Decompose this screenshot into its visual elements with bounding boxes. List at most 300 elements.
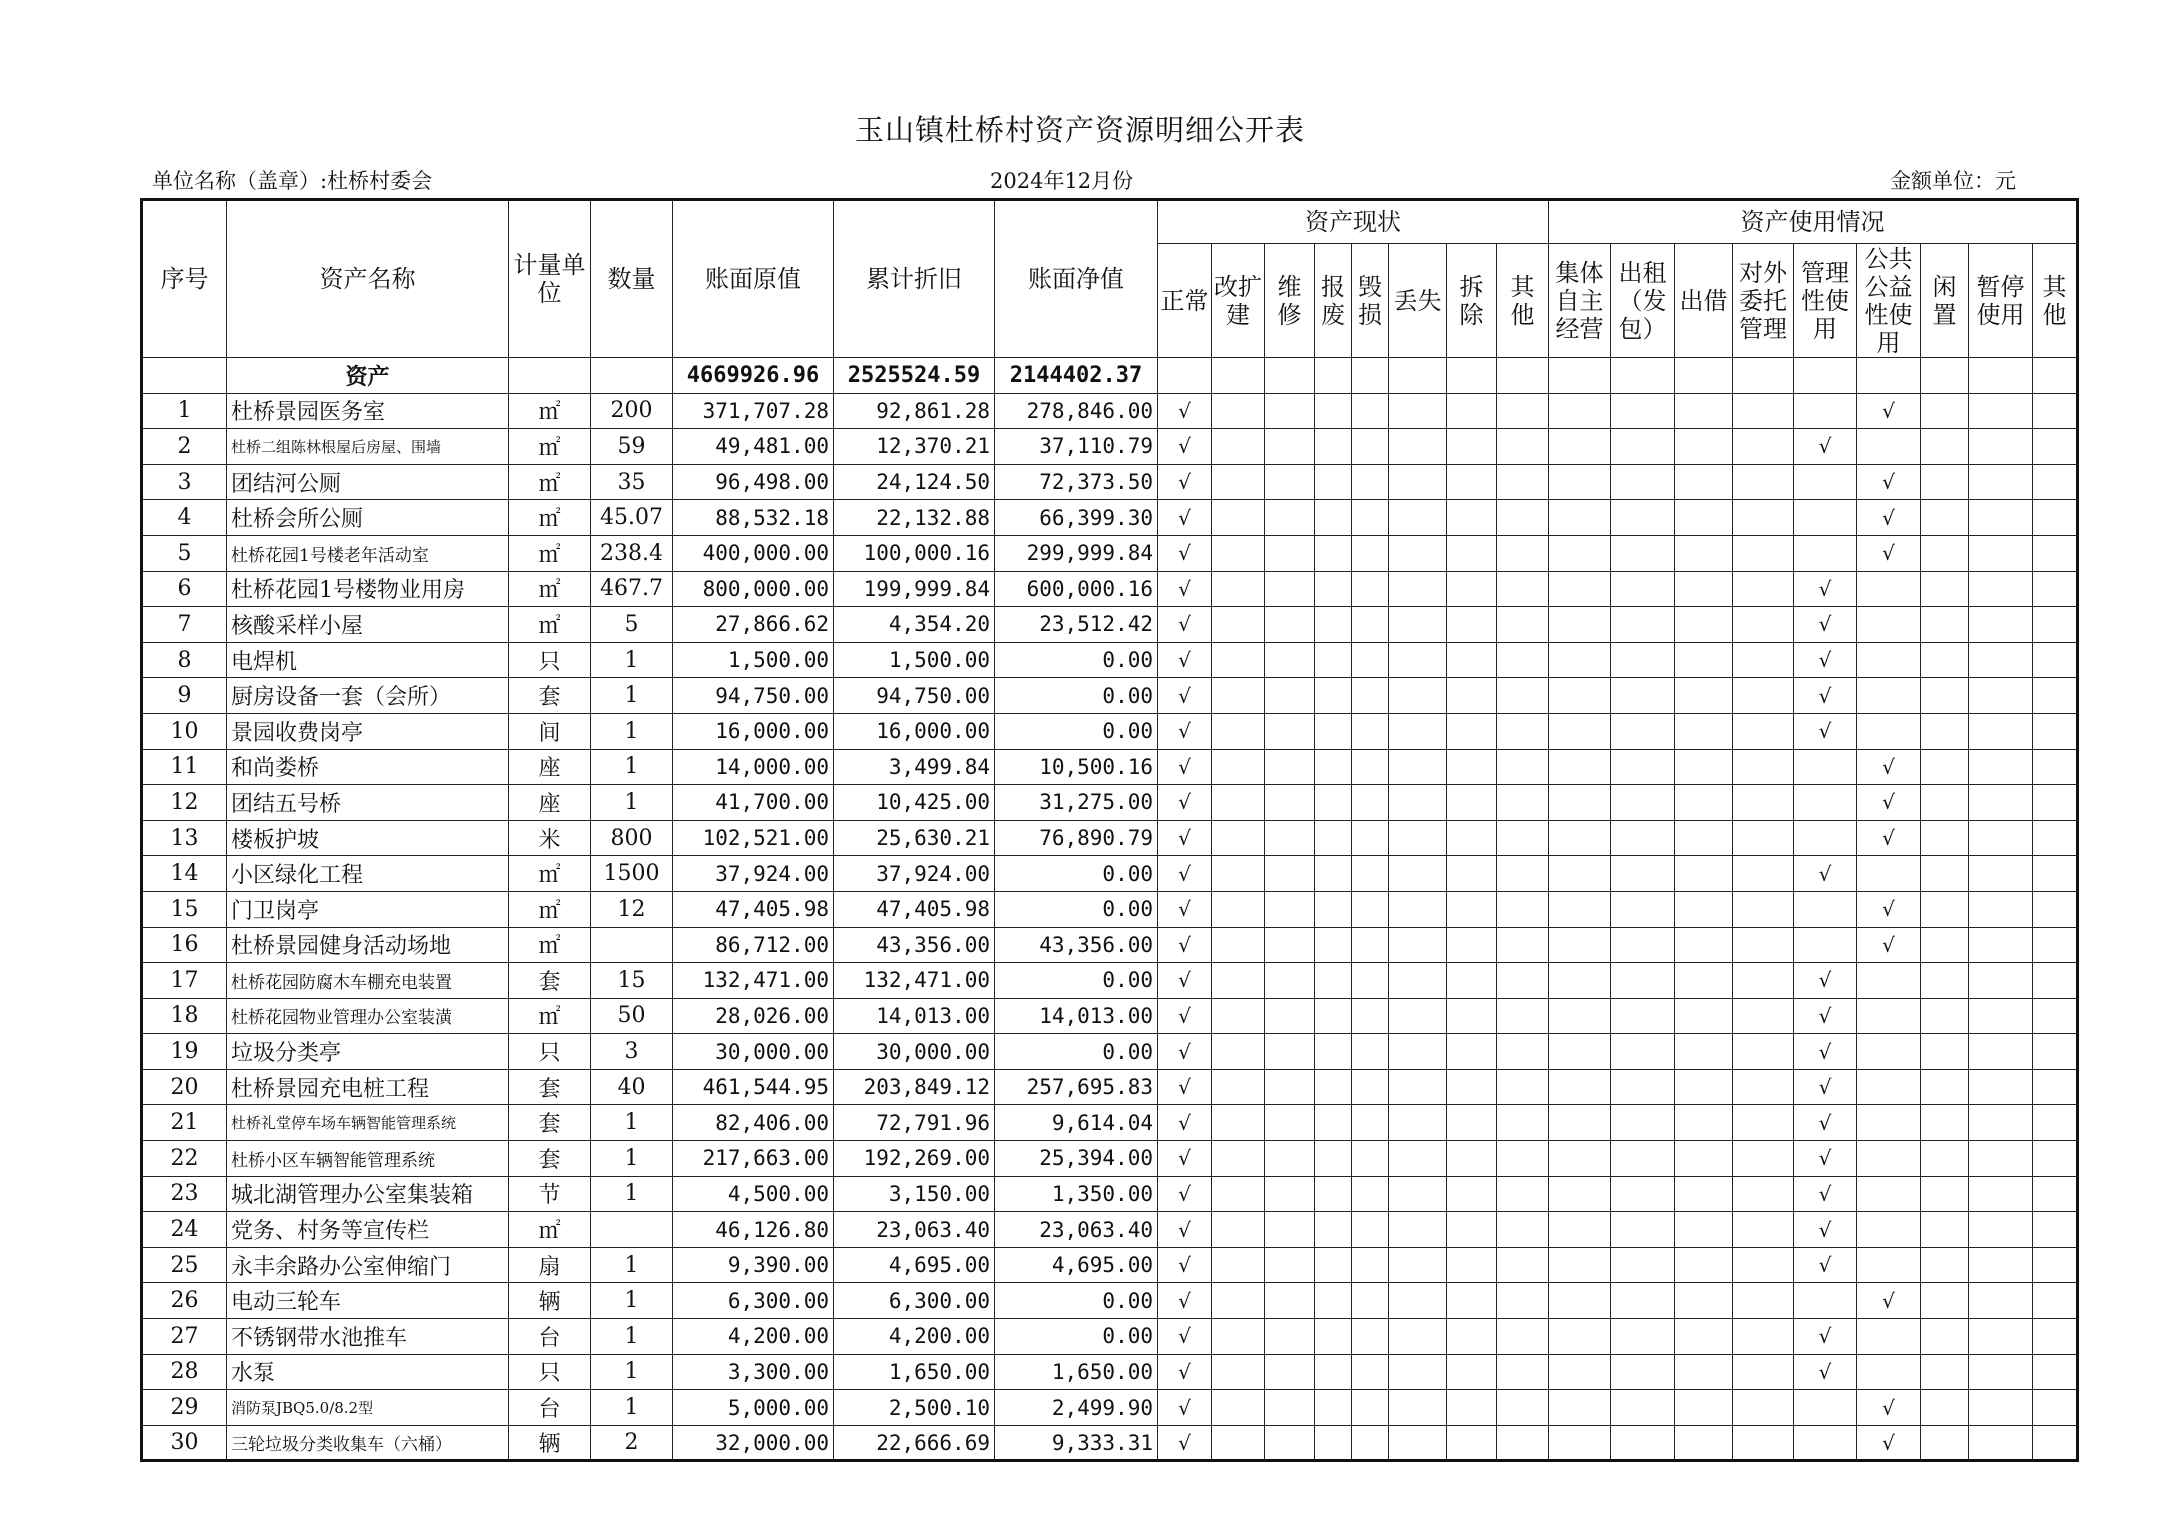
usage-cell bbox=[1921, 749, 1969, 785]
usage-management-check: √ bbox=[1794, 1354, 1857, 1390]
row-orig: 88,532.18 bbox=[673, 500, 834, 536]
usage-cell bbox=[2033, 713, 2078, 749]
status-cell bbox=[1212, 1034, 1265, 1070]
usage-cell bbox=[1675, 749, 1733, 785]
usage-cell bbox=[1921, 1425, 1969, 1461]
usage-cell bbox=[2033, 1319, 2078, 1355]
usage-cell bbox=[1733, 1141, 1794, 1177]
table-row bbox=[142, 927, 2078, 963]
row-orig: 28,026.00 bbox=[673, 998, 834, 1034]
usage-cell bbox=[1857, 1319, 1921, 1355]
status-cell bbox=[1265, 963, 1315, 999]
summary-empty bbox=[1315, 358, 1352, 394]
usage-management-check: √ bbox=[1794, 607, 1857, 643]
status-cell bbox=[1497, 927, 1549, 963]
row-orig: 37,924.00 bbox=[673, 856, 834, 892]
summary-row bbox=[142, 358, 2078, 394]
row-orig: 800,000.00 bbox=[673, 571, 834, 607]
usage-cell bbox=[1857, 1354, 1921, 1390]
status-cell bbox=[1265, 1176, 1315, 1212]
row-dep: 23,063.40 bbox=[834, 1212, 995, 1248]
header-usage-3: 对外委托管理 bbox=[1733, 244, 1794, 358]
row-dep: 24,124.50 bbox=[834, 464, 995, 500]
table-row bbox=[142, 607, 2078, 643]
row-seq: 3 bbox=[142, 464, 227, 500]
status-cell bbox=[1352, 963, 1389, 999]
usage-cell bbox=[1857, 642, 1921, 678]
row-unit: 间 bbox=[509, 713, 591, 749]
row-dep: 1,500.00 bbox=[834, 642, 995, 678]
row-dep: 199,999.84 bbox=[834, 571, 995, 607]
row-qty: 1 bbox=[591, 1319, 673, 1355]
usage-cell bbox=[2033, 1034, 2078, 1070]
status-cell bbox=[1315, 1425, 1352, 1461]
usage-cell bbox=[1794, 500, 1857, 536]
row-qty: 45.07 bbox=[591, 500, 673, 536]
usage-cell bbox=[1969, 1247, 2033, 1283]
usage-cell bbox=[2033, 429, 2078, 465]
summary-empty bbox=[1158, 358, 1212, 394]
status-cell bbox=[1497, 1141, 1549, 1177]
usage-cell bbox=[1969, 1069, 2033, 1105]
status-cell bbox=[1265, 1390, 1315, 1426]
table-row bbox=[142, 1212, 2078, 1248]
usage-management-check: √ bbox=[1794, 1247, 1857, 1283]
usage-management-check: √ bbox=[1794, 1141, 1857, 1177]
usage-cell bbox=[1969, 1105, 2033, 1141]
row-seq: 1 bbox=[142, 393, 227, 429]
status-cell bbox=[1212, 678, 1265, 714]
usage-cell bbox=[1549, 1319, 1611, 1355]
row-qty bbox=[591, 1212, 673, 1248]
usage-cell bbox=[1857, 1034, 1921, 1070]
status-cell bbox=[1265, 1425, 1315, 1461]
row-seq: 19 bbox=[142, 1034, 227, 1070]
usage-cell bbox=[1857, 713, 1921, 749]
usage-cell bbox=[1794, 891, 1857, 927]
usage-cell bbox=[1611, 963, 1675, 999]
row-seq: 11 bbox=[142, 749, 227, 785]
status-cell bbox=[1315, 1069, 1352, 1105]
status-cell bbox=[1315, 749, 1352, 785]
usage-cell bbox=[1857, 1212, 1921, 1248]
usage-cell bbox=[1549, 393, 1611, 429]
usage-cell bbox=[1969, 891, 2033, 927]
status-cell bbox=[1315, 571, 1352, 607]
status-cell bbox=[1497, 1105, 1549, 1141]
usage-cell bbox=[1549, 429, 1611, 465]
table-row bbox=[142, 1247, 2078, 1283]
status-cell bbox=[1212, 927, 1265, 963]
usage-cell bbox=[1675, 1176, 1733, 1212]
usage-cell bbox=[1733, 1105, 1794, 1141]
row-name: 杜桥小区车辆智能管理系统 bbox=[227, 1141, 509, 1177]
row-orig: 400,000.00 bbox=[673, 535, 834, 571]
status-cell bbox=[1315, 500, 1352, 536]
status-normal-check: √ bbox=[1158, 785, 1212, 821]
usage-cell bbox=[1549, 1390, 1611, 1426]
summary-net: 2144402.37 bbox=[995, 358, 1158, 394]
row-qty: 1 bbox=[591, 1176, 673, 1212]
row-dep: 92,861.28 bbox=[834, 393, 995, 429]
table-row bbox=[142, 1176, 2078, 1212]
status-cell bbox=[1212, 1354, 1265, 1390]
usage-cell bbox=[1549, 571, 1611, 607]
row-unit: 只 bbox=[509, 642, 591, 678]
status-cell bbox=[1389, 1319, 1447, 1355]
status-cell bbox=[1352, 607, 1389, 643]
status-cell bbox=[1497, 1212, 1549, 1248]
usage-cell bbox=[1921, 1176, 1969, 1212]
status-cell bbox=[1389, 535, 1447, 571]
row-unit: 套 bbox=[509, 1069, 591, 1105]
usage-cell bbox=[1675, 1425, 1733, 1461]
row-name: 城北湖管理办公室集装箱 bbox=[227, 1176, 509, 1212]
usage-cell bbox=[1611, 749, 1675, 785]
summary-empty bbox=[1212, 358, 1265, 394]
status-cell bbox=[1497, 856, 1549, 892]
row-orig: 82,406.00 bbox=[673, 1105, 834, 1141]
usage-public-check: √ bbox=[1857, 785, 1921, 821]
status-normal-check: √ bbox=[1158, 891, 1212, 927]
status-cell bbox=[1447, 1141, 1497, 1177]
status-cell bbox=[1352, 749, 1389, 785]
usage-management-check: √ bbox=[1794, 713, 1857, 749]
status-cell bbox=[1447, 749, 1497, 785]
status-cell bbox=[1265, 1034, 1315, 1070]
usage-cell bbox=[2033, 820, 2078, 856]
usage-cell bbox=[1733, 998, 1794, 1034]
row-qty: 50 bbox=[591, 998, 673, 1034]
usage-cell bbox=[1969, 500, 2033, 536]
usage-cell bbox=[1611, 1069, 1675, 1105]
status-normal-check: √ bbox=[1158, 678, 1212, 714]
usage-cell bbox=[1549, 1425, 1611, 1461]
usage-cell bbox=[1969, 535, 2033, 571]
row-seq: 20 bbox=[142, 1069, 227, 1105]
usage-cell bbox=[1675, 464, 1733, 500]
status-cell bbox=[1352, 927, 1389, 963]
row-net: 66,399.30 bbox=[995, 500, 1158, 536]
usage-cell bbox=[1611, 500, 1675, 536]
row-dep: 4,200.00 bbox=[834, 1319, 995, 1355]
status-cell bbox=[1352, 1105, 1389, 1141]
header-usage-8: 其他 bbox=[2033, 244, 2078, 358]
row-unit: ㎡ bbox=[509, 500, 591, 536]
row-net: 76,890.79 bbox=[995, 820, 1158, 856]
usage-cell bbox=[1857, 429, 1921, 465]
usage-cell bbox=[1921, 891, 1969, 927]
row-seq: 27 bbox=[142, 1319, 227, 1355]
usage-cell bbox=[1611, 1141, 1675, 1177]
status-cell bbox=[1447, 820, 1497, 856]
status-cell bbox=[1212, 749, 1265, 785]
usage-cell bbox=[1921, 1105, 1969, 1141]
header-seq: 序号 bbox=[142, 200, 227, 358]
status-cell bbox=[1315, 535, 1352, 571]
usage-cell bbox=[1733, 393, 1794, 429]
status-cell bbox=[1315, 1212, 1352, 1248]
usage-public-check: √ bbox=[1857, 1425, 1921, 1461]
row-qty: 1 bbox=[591, 1354, 673, 1390]
row-unit: 套 bbox=[509, 963, 591, 999]
usage-cell bbox=[1675, 927, 1733, 963]
row-seq: 22 bbox=[142, 1141, 227, 1177]
table-row bbox=[142, 500, 2078, 536]
usage-cell bbox=[1969, 749, 2033, 785]
status-cell bbox=[1212, 642, 1265, 678]
header-unit: 计量单位 bbox=[509, 200, 591, 358]
usage-cell bbox=[1611, 1212, 1675, 1248]
status-cell bbox=[1447, 571, 1497, 607]
status-cell bbox=[1447, 785, 1497, 821]
row-unit: 辆 bbox=[509, 1425, 591, 1461]
status-cell bbox=[1447, 891, 1497, 927]
row-name: 杜桥会所公厕 bbox=[227, 500, 509, 536]
row-qty: 1 bbox=[591, 1390, 673, 1426]
table-row bbox=[142, 785, 2078, 821]
usage-cell bbox=[1611, 1354, 1675, 1390]
status-cell bbox=[1265, 749, 1315, 785]
row-unit: 台 bbox=[509, 1319, 591, 1355]
row-seq: 17 bbox=[142, 963, 227, 999]
row-net: 0.00 bbox=[995, 1319, 1158, 1355]
table-row bbox=[142, 891, 2078, 927]
status-cell bbox=[1497, 1176, 1549, 1212]
row-name: 杜桥礼堂停车场车辆智能管理系统 bbox=[227, 1105, 509, 1141]
status-cell bbox=[1497, 1390, 1549, 1426]
row-net: 278,846.00 bbox=[995, 393, 1158, 429]
table-row bbox=[142, 1425, 2078, 1461]
row-dep: 37,924.00 bbox=[834, 856, 995, 892]
usage-cell bbox=[1969, 464, 2033, 500]
row-unit: ㎡ bbox=[509, 891, 591, 927]
status-cell bbox=[1497, 642, 1549, 678]
usage-cell bbox=[1857, 1141, 1921, 1177]
row-orig: 47,405.98 bbox=[673, 891, 834, 927]
status-cell bbox=[1389, 1425, 1447, 1461]
row-dep: 3,499.84 bbox=[834, 749, 995, 785]
usage-cell bbox=[1733, 1069, 1794, 1105]
usage-cell bbox=[1921, 1283, 1969, 1319]
status-cell bbox=[1497, 891, 1549, 927]
usage-cell bbox=[1611, 1247, 1675, 1283]
status-normal-check: √ bbox=[1158, 1283, 1212, 1319]
usage-cell bbox=[1969, 1390, 2033, 1426]
header-usage-1: 出租（发包） bbox=[1611, 244, 1675, 358]
usage-cell bbox=[1611, 1390, 1675, 1426]
usage-cell bbox=[1675, 393, 1733, 429]
summary-orig: 4669926.96 bbox=[673, 358, 834, 394]
usage-cell bbox=[2033, 1425, 2078, 1461]
usage-management-check: √ bbox=[1794, 1105, 1857, 1141]
status-cell bbox=[1352, 1319, 1389, 1355]
row-seq: 15 bbox=[142, 891, 227, 927]
status-cell bbox=[1497, 1069, 1549, 1105]
usage-cell bbox=[1794, 927, 1857, 963]
status-cell bbox=[1265, 1283, 1315, 1319]
row-seq: 28 bbox=[142, 1354, 227, 1390]
usage-cell bbox=[1921, 856, 1969, 892]
usage-cell bbox=[1733, 820, 1794, 856]
row-unit: 套 bbox=[509, 1105, 591, 1141]
status-cell bbox=[1212, 713, 1265, 749]
table-row bbox=[142, 642, 2078, 678]
status-cell bbox=[1265, 1105, 1315, 1141]
status-normal-check: √ bbox=[1158, 642, 1212, 678]
usage-cell bbox=[1675, 785, 1733, 821]
usage-cell bbox=[1733, 1319, 1794, 1355]
summary-empty bbox=[2033, 358, 2078, 394]
usage-cell bbox=[1794, 749, 1857, 785]
status-cell bbox=[1265, 678, 1315, 714]
usage-cell bbox=[1733, 1283, 1794, 1319]
usage-cell bbox=[1675, 535, 1733, 571]
usage-cell bbox=[1549, 749, 1611, 785]
row-name: 厨房设备一套（会所） bbox=[227, 678, 509, 714]
usage-management-check: √ bbox=[1794, 1034, 1857, 1070]
row-dep: 30,000.00 bbox=[834, 1034, 995, 1070]
header-net: 账面净值 bbox=[995, 200, 1158, 358]
header-status-3: 报废 bbox=[1315, 244, 1352, 358]
usage-cell bbox=[1611, 571, 1675, 607]
row-orig: 96,498.00 bbox=[673, 464, 834, 500]
status-cell bbox=[1447, 1425, 1497, 1461]
status-cell bbox=[1389, 464, 1447, 500]
status-cell bbox=[1352, 1354, 1389, 1390]
usage-cell bbox=[1969, 1176, 2033, 1212]
row-qty: 35 bbox=[591, 464, 673, 500]
usage-cell bbox=[1969, 571, 2033, 607]
usage-cell bbox=[1857, 1069, 1921, 1105]
row-unit: ㎡ bbox=[509, 535, 591, 571]
status-cell bbox=[1497, 429, 1549, 465]
usage-cell bbox=[1969, 678, 2033, 714]
row-name: 党务、村务等宣传栏 bbox=[227, 1212, 509, 1248]
usage-cell bbox=[1969, 1212, 2033, 1248]
usage-management-check: √ bbox=[1794, 1319, 1857, 1355]
row-orig: 6,300.00 bbox=[673, 1283, 834, 1319]
status-cell bbox=[1315, 713, 1352, 749]
usage-cell bbox=[1733, 1390, 1794, 1426]
row-net: 25,394.00 bbox=[995, 1141, 1158, 1177]
usage-cell bbox=[1733, 607, 1794, 643]
status-cell bbox=[1212, 820, 1265, 856]
usage-cell bbox=[1969, 927, 2033, 963]
usage-cell bbox=[1549, 642, 1611, 678]
row-qty: 15 bbox=[591, 963, 673, 999]
row-dep: 47,405.98 bbox=[834, 891, 995, 927]
row-name: 杜桥花园1号楼物业用房 bbox=[227, 571, 509, 607]
row-seq: 7 bbox=[142, 607, 227, 643]
status-cell bbox=[1352, 678, 1389, 714]
usage-cell bbox=[1969, 429, 2033, 465]
header-status-1: 改扩建 bbox=[1212, 244, 1265, 358]
usage-cell bbox=[1675, 713, 1733, 749]
usage-cell bbox=[2033, 1354, 2078, 1390]
usage-cell bbox=[1733, 571, 1794, 607]
usage-cell bbox=[1611, 927, 1675, 963]
status-cell bbox=[1212, 429, 1265, 465]
usage-cell bbox=[1611, 535, 1675, 571]
usage-cell bbox=[1969, 642, 2033, 678]
usage-cell bbox=[1857, 1176, 1921, 1212]
row-net: 1,650.00 bbox=[995, 1354, 1158, 1390]
row-unit: 座 bbox=[509, 749, 591, 785]
status-cell bbox=[1497, 393, 1549, 429]
row-dep: 10,425.00 bbox=[834, 785, 995, 821]
status-cell bbox=[1212, 535, 1265, 571]
status-cell bbox=[1315, 820, 1352, 856]
status-cell bbox=[1212, 571, 1265, 607]
usage-cell bbox=[1675, 856, 1733, 892]
usage-cell bbox=[2033, 1283, 2078, 1319]
status-normal-check: √ bbox=[1158, 393, 1212, 429]
status-cell bbox=[1265, 1247, 1315, 1283]
usage-cell bbox=[1969, 1034, 2033, 1070]
status-normal-check: √ bbox=[1158, 607, 1212, 643]
row-seq: 6 bbox=[142, 571, 227, 607]
usage-cell bbox=[1921, 1212, 1969, 1248]
header-status-group: 资产现状 bbox=[1158, 200, 1549, 244]
status-cell bbox=[1447, 1034, 1497, 1070]
table-row bbox=[142, 678, 2078, 714]
status-cell bbox=[1212, 1212, 1265, 1248]
usage-public-check: √ bbox=[1857, 927, 1921, 963]
status-cell bbox=[1212, 785, 1265, 821]
usage-cell bbox=[1921, 927, 1969, 963]
usage-cell bbox=[1549, 1354, 1611, 1390]
row-net: 43,356.00 bbox=[995, 927, 1158, 963]
usage-cell bbox=[1921, 1319, 1969, 1355]
status-normal-check: √ bbox=[1158, 713, 1212, 749]
usage-management-check: √ bbox=[1794, 571, 1857, 607]
usage-cell bbox=[1675, 1212, 1733, 1248]
usage-cell bbox=[1921, 1034, 1969, 1070]
usage-cell bbox=[1611, 464, 1675, 500]
usage-cell bbox=[1733, 535, 1794, 571]
row-seq: 4 bbox=[142, 500, 227, 536]
usage-cell bbox=[1794, 1390, 1857, 1426]
usage-cell bbox=[1675, 1105, 1733, 1141]
usage-cell bbox=[1969, 963, 2033, 999]
row-unit: 台 bbox=[509, 1390, 591, 1426]
usage-management-check: √ bbox=[1794, 1176, 1857, 1212]
row-net: 1,350.00 bbox=[995, 1176, 1158, 1212]
table-row bbox=[142, 464, 2078, 500]
usage-cell bbox=[1969, 1425, 2033, 1461]
row-net: 2,499.90 bbox=[995, 1390, 1158, 1426]
row-name: 水泵 bbox=[227, 1354, 509, 1390]
status-cell bbox=[1212, 1425, 1265, 1461]
status-cell bbox=[1389, 571, 1447, 607]
row-orig: 3,300.00 bbox=[673, 1354, 834, 1390]
usage-cell bbox=[1549, 891, 1611, 927]
status-normal-check: √ bbox=[1158, 1034, 1212, 1070]
row-unit: ㎡ bbox=[509, 571, 591, 607]
status-normal-check: √ bbox=[1158, 464, 1212, 500]
usage-cell bbox=[1549, 820, 1611, 856]
status-cell bbox=[1212, 1069, 1265, 1105]
status-normal-check: √ bbox=[1158, 1354, 1212, 1390]
status-cell bbox=[1315, 856, 1352, 892]
usage-cell bbox=[1733, 1354, 1794, 1390]
status-normal-check: √ bbox=[1158, 1176, 1212, 1212]
usage-cell bbox=[1549, 1105, 1611, 1141]
status-normal-check: √ bbox=[1158, 535, 1212, 571]
status-cell bbox=[1352, 713, 1389, 749]
usage-cell bbox=[1611, 678, 1675, 714]
